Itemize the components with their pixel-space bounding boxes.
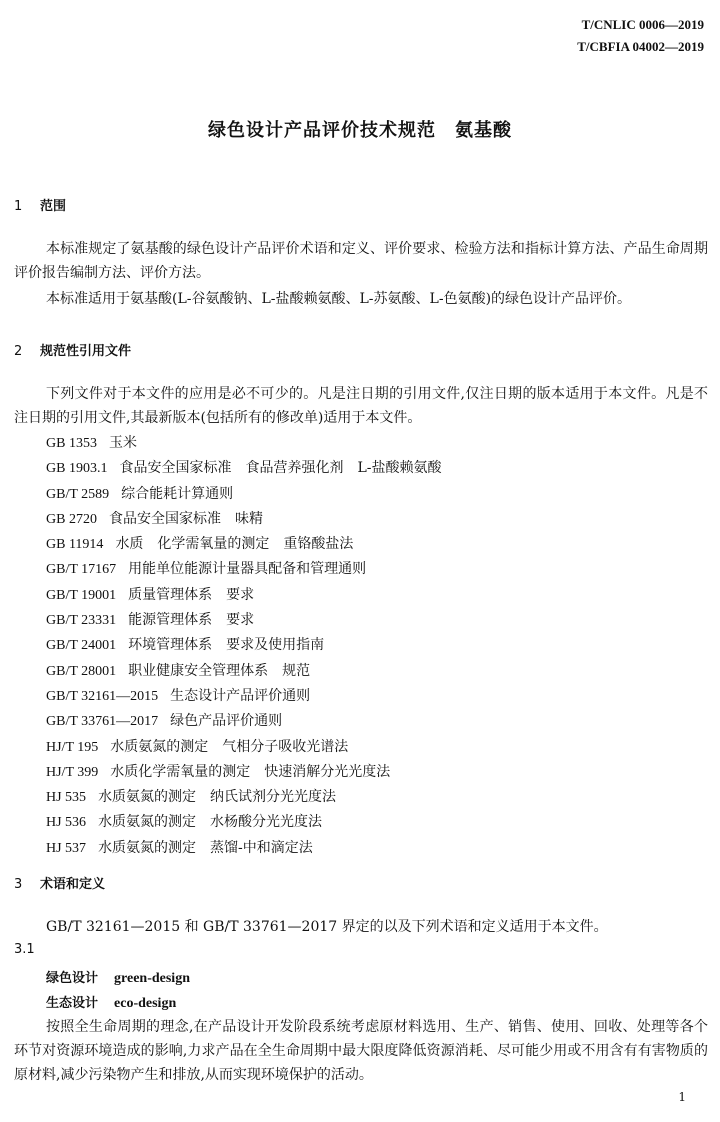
section-2-heading <box>14 340 131 359</box>
section-title: 术语和定义 <box>40 877 106 892</box>
reference-list <box>46 431 441 861</box>
reference-title: 绿色产品评价通则 <box>170 713 283 730</box>
section-title: 范围 <box>40 199 67 214</box>
reference-item <box>46 431 441 456</box>
reference-code: GB 1353 <box>46 436 97 451</box>
reference-code: GB/T 24001 <box>46 638 117 654</box>
reference-title: 水质氨氮的测定 蒸馏-中和滴定法 <box>98 839 313 856</box>
normative-intro-paragraph: 下列文件对于本文件的应用是必不可少的。凡是注日期的引用文件,仅注日期的版本适用于本文件。凡是不注日期的引用文件,其最新版本(包括所有的修改单)适用于本文件。 <box>14 386 708 426</box>
reference-title: 水质化学需氧量的测定 快速消解分光光度法 <box>110 763 391 780</box>
reference-code: GB 1903.1 <box>46 461 108 477</box>
reference-item <box>46 456 441 481</box>
reference-code: GB/T 32161—2015 <box>46 688 159 704</box>
reference-item <box>46 810 441 835</box>
term-name-en: eco-design <box>114 996 177 1011</box>
reference-code: HJ 537 <box>46 840 87 856</box>
reference-title: 水质 化学需氧量的测定 重铬酸盐法 <box>115 536 354 553</box>
standard-code-cbfia: T/CBFIA 04002—2019 <box>577 39 704 54</box>
standard-code-cnlic: T/CNLIC 0006—2019 <box>581 17 704 32</box>
reference-code: GB/T 23331 <box>46 613 117 629</box>
reference-item <box>46 659 441 684</box>
terms-intro-paragraph: GB/T 32161—2015 和 GB/T 33761—2017 界定的以及下列术语和定义适用于本文件。 <box>46 919 608 935</box>
reference-code: HJ/T 195 <box>46 739 99 755</box>
section-number: 2 <box>14 344 23 359</box>
reference-item <box>46 836 441 861</box>
reference-title: 职业健康安全管理体系 规范 <box>128 662 311 679</box>
term-name-primary <box>46 967 190 987</box>
term-name-alternate <box>46 992 176 1012</box>
reference-title: 水质氨氮的测定 纳氏试剂分光光度法 <box>98 789 337 806</box>
reference-item <box>46 482 441 507</box>
reference-title: 水质氨氮的测定 水杨酸分光光度法 <box>98 814 323 831</box>
reference-item <box>46 684 441 709</box>
reference-code: GB 2720 <box>46 511 97 527</box>
reference-item <box>46 709 441 734</box>
reference-item <box>46 507 441 532</box>
scope-paragraph-1: 本标准规定了氨基酸的绿色设计产品评价术语和定义、评价要求、检验方法和指标计算方法、产品生命周期评价报告编制方法、评价方法。 <box>14 241 708 281</box>
reference-item <box>46 760 441 785</box>
section-number: 3 <box>14 877 23 892</box>
reference-title: 环境管理体系 要求及使用指南 <box>128 637 325 654</box>
standard-codes <box>577 14 704 58</box>
reference-title: 能源管理体系 要求 <box>128 612 255 629</box>
reference-item <box>46 583 441 608</box>
reference-item <box>46 532 441 557</box>
reference-code: GB/T 33761—2017 <box>46 714 159 730</box>
reference-item <box>46 633 441 658</box>
section-3-heading <box>14 873 105 892</box>
reference-title: 质量管理体系 要求 <box>128 586 255 603</box>
section-1-heading <box>14 195 66 214</box>
reference-item <box>46 557 441 582</box>
term-definition: 按照全生命周期的理念,在产品设计开发阶段系统考虑原材料选用、生产、销售、使用、回收、处理等各个环节对资源环境造成的影响,力求产品在全生命周期中最大限度降低资源消耗、尽可能少用或不用含有有害物质的原材料,减少污染物产生和排放,从而实现环境保护的活动。 <box>14 1019 708 1083</box>
term-name-en: green-design <box>114 971 190 986</box>
reference-title: 生态设计产品评价通则 <box>170 687 311 704</box>
document-title: 绿色设计产品评价技术规范 氨基酸 <box>208 120 512 141</box>
page-number: 1 <box>678 1090 686 1104</box>
section-title: 规范性引用文件 <box>40 344 132 359</box>
reference-code: GB 11914 <box>46 537 104 553</box>
term-number: 3.1 <box>14 942 35 957</box>
term-name-zh: 绿色设计 <box>46 971 99 986</box>
reference-title: 玉米 <box>108 435 137 451</box>
reference-title: 食品安全国家标准 食品营养强化剂 L-盐酸赖氨酸 <box>119 460 442 477</box>
scope-paragraph-2: 本标准适用于氨基酸(L-谷氨酸钠、L-盐酸赖氨酸、L-苏氨酸、L-色氨酸)的绿色设计产品评价。 <box>46 291 632 307</box>
reference-item <box>46 785 441 810</box>
reference-code: GB/T 28001 <box>46 663 117 679</box>
reference-title: 综合能耗计算通则 <box>121 485 234 502</box>
reference-code: HJ 535 <box>46 790 87 806</box>
reference-code: HJ/T 399 <box>46 764 99 780</box>
term-name-zh: 生态设计 <box>46 996 99 1011</box>
reference-code: HJ 536 <box>46 815 87 831</box>
reference-code: GB/T 17167 <box>46 562 117 578</box>
reference-title: 用能单位能源计量器具配备和管理通则 <box>128 561 367 578</box>
reference-item <box>46 735 441 760</box>
reference-title: 食品安全国家标准 味精 <box>108 510 263 527</box>
section-number: 1 <box>14 199 23 214</box>
reference-code: GB/T 2589 <box>46 486 110 502</box>
reference-item <box>46 608 441 633</box>
reference-title: 水质氨氮的测定 气相分子吸收光谱法 <box>110 738 349 755</box>
reference-code: GB/T 19001 <box>46 587 117 603</box>
